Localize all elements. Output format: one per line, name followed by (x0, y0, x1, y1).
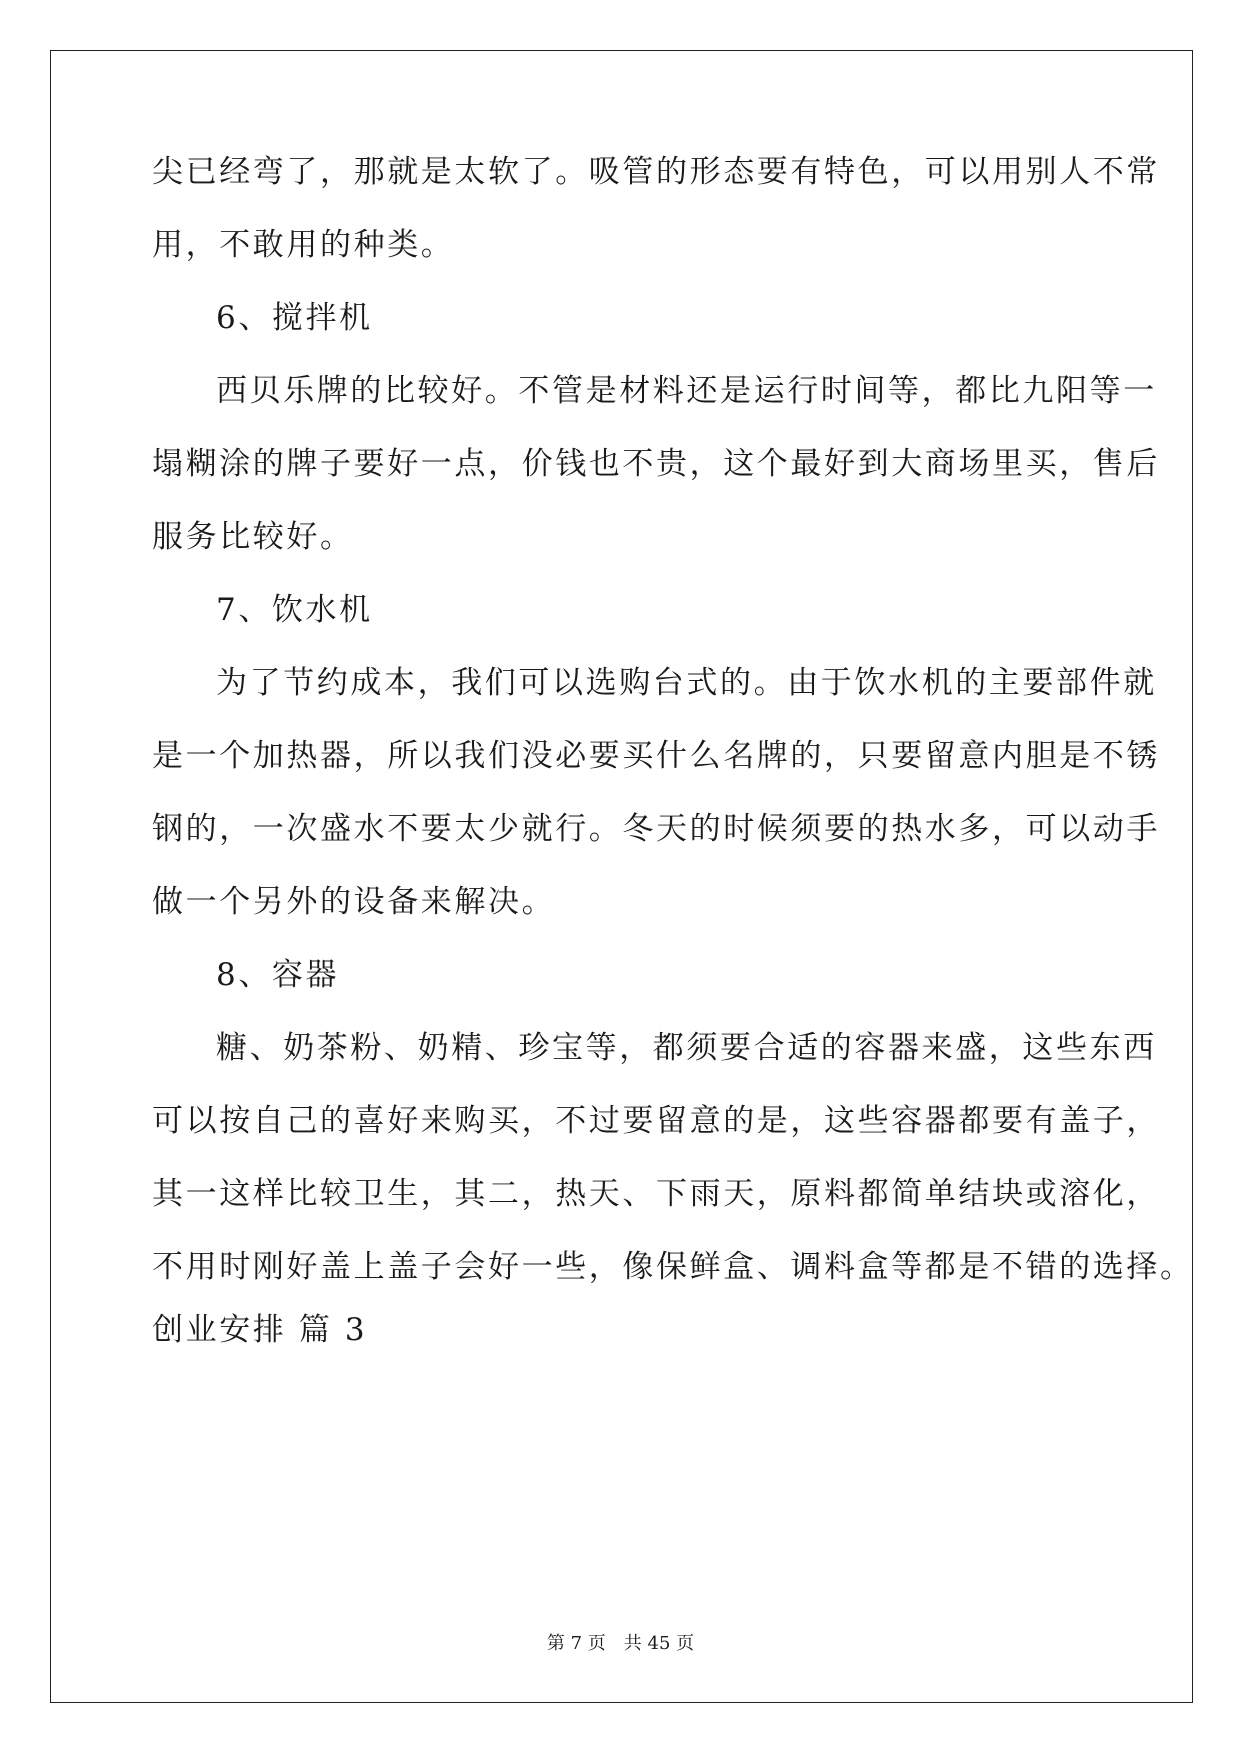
text-line: 钢的，一次盛水不要太少就行。冬天的时候须要的热水多，可以动手 (152, 811, 1160, 847)
section-heading: 8、容器 (216, 957, 340, 993)
text-line: 做一个另外的设备来解决。 (152, 884, 556, 920)
text-line: 其一这样比较卫生，其二，热天、下雨天，原料都简单结块或溶化， (152, 1176, 1160, 1212)
text-line: 西贝乐牌的比较好。不管是材料还是运行时间等，都比九阳等一 (216, 373, 1157, 409)
text-line: 尖已经弯了，那就是太软了。吸管的形态要有特色，可以用别人不常 (152, 154, 1160, 190)
text-line: 塌糊涂的牌子要好一点，价钱也不贵，这个最好到大商场里买，售后 (152, 446, 1160, 482)
text-line: 是一个加热器，所以我们没必要买什么名牌的，只要留意内胆是不锈 (152, 738, 1160, 774)
text-line: 为了节约成本，我们可以选购台式的。由于饮水机的主要部件就 (216, 665, 1157, 701)
text-line: 服务比较好。 (152, 519, 354, 555)
section-heading: 7、饮水机 (216, 592, 373, 628)
page-number: 第 7 页 共 45 页 (546, 1633, 695, 1654)
text-line: 不用时刚好盖上盖子会好一些，像保鲜盒、调料盒等都是不错的选择。 (152, 1249, 1194, 1285)
text-line: 可以按自己的喜好来购买，不过要留意的是，这些容器都要有盖子， (152, 1103, 1160, 1139)
text-line: 用，不敢用的种类。 (152, 227, 455, 263)
chapter-heading: 创业安排 篇 3 (152, 1312, 368, 1348)
text-line: 糖、奶茶粉、奶精、珍宝等，都须要合适的容器来盛，这些东西 (216, 1030, 1157, 1066)
section-heading: 6、搅拌机 (216, 300, 373, 336)
